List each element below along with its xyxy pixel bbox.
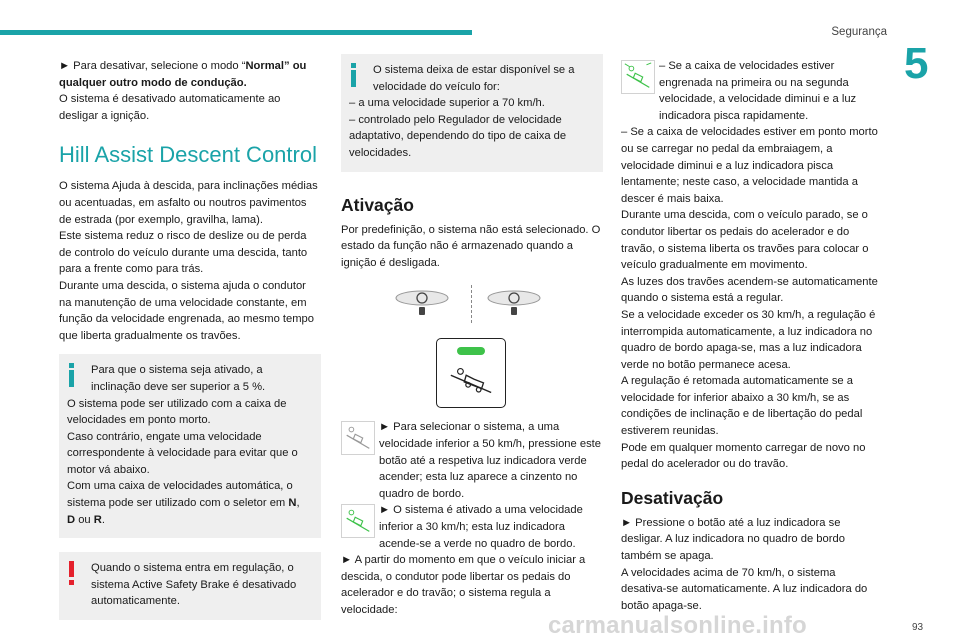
note-text <box>67 478 313 528</box>
paragraph: ► O sistema é ativado a uma velocidade inferior a 30 km/h; esta luz indicadora acende-se a verde no quadro de bordo. <box>379 504 583 550</box>
figure-divider <box>471 285 472 323</box>
gear-n: N <box>288 497 297 510</box>
note-text: – controlado pelo Regulador de velocidade adaptativo, dependendo do tipo de caixa de velocidades. <box>349 113 567 159</box>
chapter-number: 5 <box>904 39 929 88</box>
watermark: carmanualsonline.info <box>548 612 807 639</box>
paragraph: A regulação é retomada automaticamente se a velocidade for inferior abaixo a 30 km/h, se as condições de inclinação e de libertação do pedal estiverem reunidas. <box>621 375 863 438</box>
warning-icon <box>68 561 76 585</box>
info-icon <box>350 63 358 87</box>
paragraph: – Se a caixa de velocidades estiver em ponto morto ou se carregar no pedal da embraiagem, a velocidade diminui e a luz indicadora pisca lentamente; neste caso, a velocidade mantida a descer é mais baixa. <box>621 126 878 205</box>
paragraph: ► A partir do momento em que o veículo iniciar a descida, o condutor pode libertar os pedais do acelerador e do travão; o sistema regula a velocidade: <box>341 554 586 616</box>
instruction-text: ► Para desativar, selecione o modo “ <box>59 60 246 72</box>
paragraph: O sistema é desativado automaticamente ao desligar a ignição. <box>59 93 281 122</box>
paragraph: Durante uma descida, com o veículo parado, se o condutor libertar os pedais do acelerador e do travão, o sistema liberta os travões para colocar o veículo gradualmente em movimento. <box>621 209 869 272</box>
info-icon <box>68 363 76 387</box>
steering-gauge-icon <box>485 289 543 317</box>
note-text-part: Com uma caixa de velocidades automática, o sistema pode ser utilizado com o seletor em <box>67 480 293 510</box>
note-text: O sistema pode ser utilizado com a caixa de velocidades em ponto morto. <box>67 397 287 427</box>
paragraph: Durante uma descida, o sistema ajuda o condutor na manutenção de uma velocidade constante, em função da velocidade engrenada, ao mesmo tempo que liberta gradualmente os travões. <box>59 279 314 342</box>
selection-step <box>341 419 603 502</box>
paragraph: ► Para selecionar o sistema, a uma velocidade inferior a 50 km/h, pressione este botão até a respetiva luz indicadora verde acender; esta luz aparece a cinzento no quadro de bordo. <box>379 421 602 500</box>
activation-title: Ativação <box>341 194 414 215</box>
paragraph: As luzes dos travões acendem-se automaticamente quando o sistema está a regular. <box>621 275 878 305</box>
column-3 <box>621 58 883 614</box>
note-text: Quando o sistema entra em regulação, o sistema Active Safety Brake é desativado automaticamente. <box>91 562 297 608</box>
page-number: 93 <box>912 622 924 633</box>
header-accent-bar <box>0 30 472 35</box>
hill-assist-title: Hill Assist Descent Control <box>59 142 317 168</box>
activation-step <box>341 502 603 552</box>
paragraph: Este sistema reduz o risco de deslize ou de perda de controlo do veículo durante uma descida, tanto para a frente como para trás. <box>59 230 308 276</box>
paragraph: O sistema Ajuda à descida, para inclinações médias ou acentuadas, em asfalto ou noutros pavimentos de estrada (por exemplo, gravilha, lama). <box>59 180 318 226</box>
paragraph: A velocidades acima de 70 km/h, o sistema desativa-se automaticamente. A luz indicadora do botão apaga-se. <box>621 566 868 612</box>
paragraph: Por predefinição, o sistema não está selecionado. O estado da função não é armazenado quando a ignição é desligada. <box>341 223 601 269</box>
note-text-part: , <box>296 497 300 510</box>
hill-descent-green-icon <box>341 504 375 538</box>
deactivation-title: Desativação <box>621 487 724 508</box>
steering-gauge-icon <box>393 289 451 317</box>
paragraph: Pode em qualquer momento carregar de novo no pedal do acelerador ou do travão. <box>621 441 866 471</box>
note-text: Caso contrário, engate uma velocidade correspondente à velocidade para evitar que o motor vá abaixo. <box>67 430 298 476</box>
gear-engaged-step <box>621 58 883 124</box>
info-note <box>59 354 321 538</box>
gear-d: D <box>67 513 76 526</box>
hill-descent-green-icon <box>621 60 655 94</box>
column-2 <box>341 54 603 618</box>
instruction-bold: Normal” ou qualquer outro modo de condução. <box>59 60 307 89</box>
deactivate-instruction <box>59 58 321 91</box>
note-text: Para que o sistema seja ativado, a inclinação deve ser superior a 5 %. <box>91 364 266 393</box>
section-title: Segurança <box>831 26 887 38</box>
gear-r: R <box>93 513 102 526</box>
hill-descent-grey-icon <box>341 421 375 455</box>
paragraph: ► Pressione o botão até a luz indicadora se desligar. A luz indicadora no quadro de bordo também se apaga. <box>621 516 845 563</box>
hill-descent-icon <box>447 365 495 397</box>
paragraph: – Se a caixa de velocidades estiver engrenada na primeira ou na segunda velocidade, a velocidade diminui e a luz indicadora pisca rapidamente. <box>659 60 857 122</box>
hill-descent-button[interactable] <box>436 338 506 408</box>
warning-note <box>59 552 321 620</box>
hill-descent-figure <box>341 283 603 411</box>
note-text-part: . <box>101 513 105 526</box>
info-note <box>341 54 603 172</box>
note-text: O sistema deixa de estar disponível se a velocidade do veículo for: <box>373 64 575 93</box>
column-1 <box>59 58 321 620</box>
note-text: – a uma velocidade superior a 70 km/h. <box>349 97 545 110</box>
paragraph: Se a velocidade exceder os 30 km/h, a regulação é interrompida automaticamente, a luz indicadora no quadro de bordo apaga-se, mas a luz indicadora verde no botão permanece acesa. <box>621 308 876 371</box>
note-text-part: ou <box>75 513 94 526</box>
green-led-indicator <box>457 347 485 355</box>
